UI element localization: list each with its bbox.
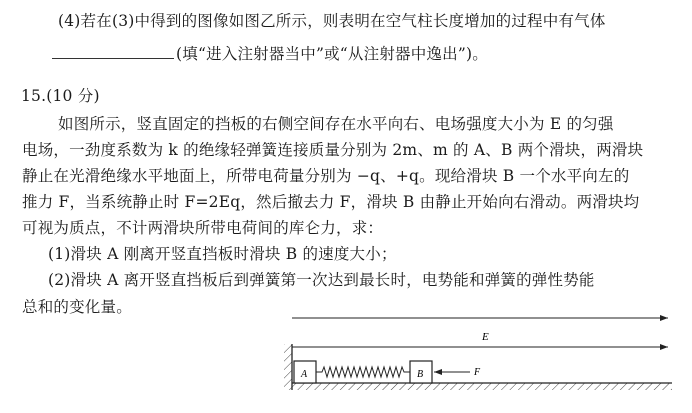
spring [316, 367, 410, 377]
part4-line1: (4)若在(3)中得到的图像如图乙所示，则表明在空气柱长度增加的过程中有气体 [58, 12, 606, 30]
problem-body-line-5: 可视为质点，不计两滑块所带电荷间的库仑力，求： [22, 219, 384, 237]
block-a-label: A [301, 369, 308, 380]
problem-body-line-3: 静止在光滑绝缘水平地面上，所带电荷量分别为 −q、+q。现给滑块 B 一个水平向左的 [22, 167, 630, 185]
block-b-label: B [417, 369, 424, 380]
part4-options: (填“进入注射器当中”或“从注射器中逸出”)。 [176, 45, 488, 63]
ground-hatch [292, 383, 672, 390]
problem-body-line-2: 电场，一劲度系数为 k 的绝缘轻弹簧连接质量分别为 2m、m 的 A、B 两个滑块，两滑块 [22, 141, 644, 159]
question-1: (1)滑块 A 刚离开竖直挡板时滑块 B 的速度大小； [48, 245, 397, 263]
wall-hatch [284, 344, 292, 390]
question-2-line1: (2)滑块 A 离开竖直挡板后到弹簧第一次达到最长时，电势能和弹簧的弹性势能 [48, 271, 595, 289]
question-2-line2: 总和的变化量。 [22, 298, 132, 316]
problem-15-header: 15.(10 分) [21, 87, 100, 105]
problem-body-line-1: 如图所示，竖直固定的挡板的右侧空间存在水平向右、电场强度大小为 E 的匀强 [58, 115, 614, 133]
field-label: E [482, 331, 489, 343]
force-label: F [474, 367, 481, 378]
problem-body-line-4: 推力 F，当系统静止时 F=2Eq，然后撤去力 F，滑块 B 由静止开始向右滑动。两滑块均 [22, 193, 640, 211]
